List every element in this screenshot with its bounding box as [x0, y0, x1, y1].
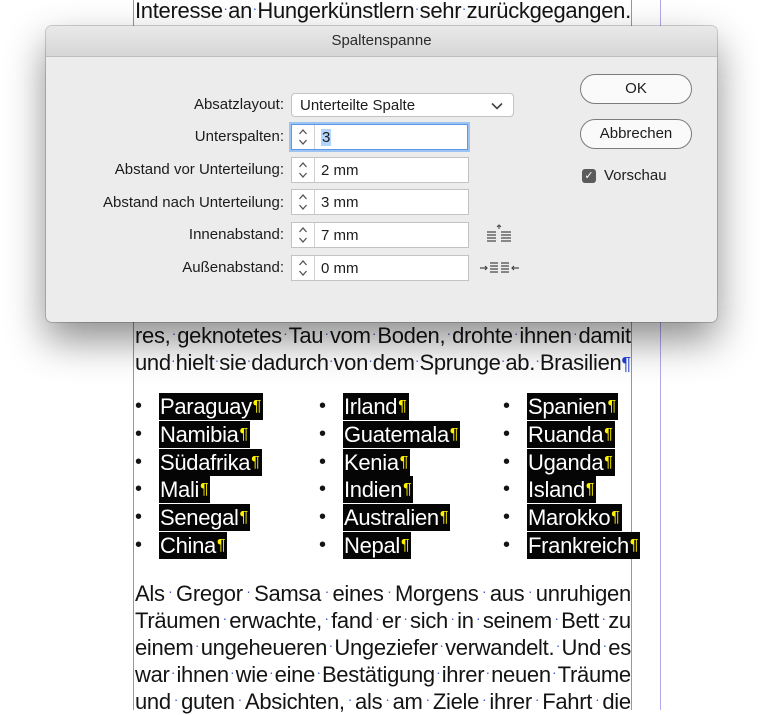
text-word: und [135, 689, 171, 714]
text-word: guten [181, 689, 235, 714]
aussenabstand-input[interactable]: 0 mm [321, 259, 359, 277]
text-word: Gregor [176, 581, 243, 606]
text-word: zu [608, 608, 631, 633]
text-word: sich [410, 608, 448, 633]
list-item[interactable] [319, 421, 460, 449]
text-word: Und [561, 635, 602, 660]
text-line [135, 322, 631, 349]
highlighted-item [527, 476, 596, 503]
preview-checkbox-row[interactable] [582, 167, 667, 184]
text-word: er [381, 608, 401, 633]
list-item-label: Paraguay [160, 394, 252, 420]
text-word: von [333, 350, 369, 375]
text-line [135, 349, 631, 376]
abstand-vor-label: Abstand vor Unterteilung: [114, 161, 284, 178]
text-word: an [228, 0, 253, 23]
highlighted-item [527, 504, 622, 531]
bullet-icon: • [135, 478, 143, 501]
text-word: Boden, [377, 323, 446, 348]
abstand-nach-input[interactable]: 3 mm [321, 193, 359, 211]
unterspalten-field[interactable] [291, 124, 468, 150]
bullet-icon: • [503, 506, 511, 529]
pilcrow-mark: ¶ [629, 536, 639, 554]
text-word: Samsa [254, 581, 322, 606]
space-dot: · [368, 352, 373, 368]
unterspalten-label: Unterspalten: [194, 128, 284, 145]
pilcrow-mark: ¶ [604, 426, 613, 444]
space-dot: · [425, 691, 430, 707]
stepper-arrows-icon[interactable] [292, 223, 315, 247]
text-word: Tau [288, 323, 324, 348]
space-dot: · [414, 0, 420, 16]
list-item-label: Frankreich [528, 532, 629, 558]
pilcrow-mark: ¶ [216, 536, 226, 554]
text-word: war [135, 662, 170, 687]
list-item-label: Irland [344, 394, 398, 420]
list-item[interactable] [319, 504, 460, 532]
text-word: res, [135, 323, 171, 348]
space-dot: · [500, 352, 506, 368]
highlighted-item [343, 421, 460, 448]
pilcrow-mark: ¶ [400, 536, 410, 554]
pilcrow-mark: ¶ [611, 509, 620, 527]
pilcrow-mark: ¶ [399, 453, 409, 471]
list-item-label: China [160, 532, 216, 558]
space-dot: · [485, 664, 490, 680]
space-dot: · [414, 352, 420, 368]
space-dot: · [223, 0, 228, 16]
spaltenspanne-dialog [46, 26, 717, 322]
space-dot: · [461, 0, 467, 16]
space-dot: · [324, 583, 329, 599]
text-word: und [135, 350, 171, 375]
space-dot: · [347, 691, 353, 707]
space-dot: · [446, 325, 451, 341]
list-item[interactable] [503, 393, 640, 421]
list-item[interactable] [135, 393, 263, 421]
stepper-arrows-icon[interactable] [292, 125, 315, 149]
text-word: neuen [491, 662, 551, 687]
bullet-icon: • [319, 450, 327, 473]
highlighted-item [159, 421, 250, 448]
space-dot: · [554, 610, 559, 626]
space-dot: · [527, 583, 533, 599]
unterspalten-label-box [46, 123, 284, 151]
list-column-2[interactable] [319, 393, 460, 559]
bullet-icon: • [319, 506, 327, 529]
text-word: zurückgegangen. [466, 0, 631, 23]
text-word: am [392, 689, 423, 714]
text-word: in [457, 608, 474, 633]
space-dot: · [246, 583, 251, 599]
list-item[interactable] [503, 421, 640, 449]
space-dot: · [439, 637, 444, 653]
list-item[interactable] [319, 448, 460, 476]
aussenabstand-label-box [46, 254, 284, 282]
text-word: Fahrt [542, 689, 593, 714]
space-dot: · [252, 0, 257, 16]
list-item[interactable] [135, 448, 263, 476]
pilcrow-mark: ¶ [200, 481, 209, 499]
pilcrow-mark: ¶ [251, 453, 260, 471]
space-dot: · [324, 325, 329, 341]
text-word: Bett [561, 608, 600, 633]
space-dot: · [513, 325, 519, 341]
text-line [135, 607, 631, 634]
text-word: eines [332, 581, 384, 606]
abstand-nach-label: Abstand nach Unterteilung: [103, 194, 284, 211]
list-item[interactable] [319, 531, 460, 559]
highlighted-item [527, 532, 640, 559]
highlighted-item [159, 532, 227, 559]
space-dot: · [171, 325, 177, 341]
list-item[interactable] [135, 504, 263, 532]
aussenabstand-field[interactable] [291, 255, 469, 281]
text-word: dem [372, 350, 415, 375]
bullet-icon: • [319, 533, 327, 556]
text-word: Interesse [135, 0, 223, 23]
bullet-icon: • [135, 450, 143, 473]
space-dot: · [328, 352, 334, 368]
highlighted-item [527, 449, 615, 476]
space-dot: · [482, 691, 487, 707]
list-item-label: Kenia [344, 449, 399, 475]
list-column-3[interactable] [503, 393, 640, 559]
list-item-label: Indien [344, 477, 403, 503]
space-dot: · [601, 610, 606, 626]
space-dot: · [171, 352, 176, 368]
pilcrow-mark: ¶ [239, 509, 248, 527]
space-dot: · [595, 691, 600, 707]
space-dot: · [555, 637, 561, 653]
highlighted-item [343, 393, 409, 420]
text-line [135, 0, 631, 24]
abstand-vor-field[interactable] [291, 157, 469, 183]
list-column-1[interactable] [135, 393, 263, 559]
text-word: Morgens [394, 581, 479, 606]
dialog-title: Spaltenspanne [46, 26, 717, 57]
list-item-label: Nepal [344, 532, 400, 558]
list-item-label: Namibia [160, 422, 239, 448]
list-item[interactable] [135, 421, 263, 449]
space-dot: · [316, 664, 321, 680]
text-word: seinem [482, 608, 552, 633]
space-dot: · [222, 610, 227, 626]
space-dot: · [385, 691, 390, 707]
text-word: einem [135, 635, 194, 660]
space-dot: · [450, 610, 455, 626]
outside-gutter-icon [478, 257, 522, 279]
bullet-icon: • [319, 395, 327, 418]
text-word: die [602, 689, 631, 714]
stepper-arrows-icon[interactable] [292, 190, 315, 214]
pilcrow-mark: ¶ [607, 398, 616, 416]
bullet-icon: • [503, 450, 511, 473]
inside-gutter-icon [484, 224, 514, 246]
space-dot: · [403, 610, 408, 626]
text-word: unruhigen [535, 581, 631, 606]
bullet-icon: • [503, 478, 511, 501]
text-word: aus [489, 581, 525, 606]
list-item[interactable] [319, 393, 460, 421]
space-dot: · [476, 610, 481, 626]
space-dot: · [214, 352, 220, 368]
highlighted-item [343, 449, 410, 476]
text-word: Hungerkünstlern [257, 0, 415, 23]
text-word: sie [219, 350, 247, 375]
text-word: ihnen [519, 323, 572, 348]
list-item-label: Australien [344, 505, 439, 531]
absatzlayout-value: Unterteilte Spalte [300, 96, 416, 114]
list-item-label: Spanien [528, 394, 607, 420]
text-word: Brasilien¶ [539, 350, 631, 375]
list-item[interactable] [503, 476, 640, 504]
space-dot: · [535, 352, 540, 368]
text-word: ihrer [441, 662, 485, 687]
text-word: erwachte, [229, 608, 322, 633]
text-frame-middle[interactable] [135, 322, 631, 376]
text-frame-top[interactable] [135, 0, 631, 24]
highlighted-item [343, 504, 450, 531]
absatzlayout-label: Absatzlayout: [193, 96, 284, 113]
list-item[interactable] [503, 531, 640, 559]
space-dot: · [436, 664, 441, 680]
text-frame-bottom[interactable] [135, 580, 631, 715]
list-item-label: Marokko [528, 505, 611, 531]
text-word: fand [331, 608, 373, 633]
text-word: sehr [419, 0, 462, 23]
abstand-nach-field[interactable] [291, 189, 469, 215]
innenabstand-input[interactable]: 7 mm [321, 226, 359, 244]
text-word: Sprunge [419, 350, 501, 375]
stepper-arrows-icon[interactable] [292, 256, 315, 280]
checkmark-icon[interactable]: ✓ [582, 169, 596, 183]
highlighted-item [159, 476, 210, 503]
text-word: Bestätigung [321, 662, 435, 687]
bullet-icon: • [135, 395, 143, 418]
abstand-nach-label-box [46, 189, 284, 217]
pilcrow-mark: ¶ [621, 354, 631, 374]
space-dot: · [572, 325, 578, 341]
text-word: Ziele [432, 689, 480, 714]
space-dot: · [602, 637, 607, 653]
text-line [135, 634, 631, 661]
list-item[interactable] [503, 504, 640, 532]
text-word: Ungeziefer [334, 635, 438, 660]
space-dot: · [194, 637, 200, 653]
space-dot: · [283, 325, 288, 341]
text-word: damit [578, 323, 631, 348]
text-word: Als [135, 581, 165, 606]
list-item[interactable] [319, 476, 460, 504]
ok-button[interactable]: OK [580, 74, 692, 104]
preview-label: Vorschau [604, 167, 667, 184]
bullet-icon: • [135, 533, 143, 556]
text-word: Absichten, [245, 689, 345, 714]
text-word: ab. [505, 350, 536, 375]
unterspalten-input[interactable]: 3 [322, 128, 331, 146]
absatzlayout-select[interactable] [291, 93, 514, 117]
pilcrow-mark: ¶ [252, 398, 262, 416]
highlighted-item [343, 532, 411, 559]
highlighted-item [159, 449, 262, 476]
bullet-icon: • [135, 506, 143, 529]
text-word: vom [329, 323, 371, 348]
text-word: hielt [175, 350, 215, 375]
pilcrow-mark: ¶ [439, 509, 449, 527]
pilcrow-mark: ¶ [403, 481, 412, 499]
space-dot: · [387, 583, 392, 599]
bullet-icon: • [319, 478, 327, 501]
text-line [135, 661, 631, 688]
list-item-label: Südafrika [160, 449, 251, 475]
stepper-arrows-icon[interactable] [292, 158, 315, 182]
text-line [135, 688, 631, 715]
space-dot: · [173, 691, 179, 707]
text-word: ihrer [489, 689, 532, 714]
absatzlayout-label-box [46, 91, 284, 119]
text-word: Träume [557, 662, 631, 687]
list-item[interactable] [135, 476, 263, 504]
space-dot: · [371, 325, 377, 341]
text-word: wie [235, 662, 268, 687]
text-word: drohte [452, 323, 513, 348]
space-dot: · [269, 664, 274, 680]
highlighted-item [159, 504, 250, 531]
bullet-icon: • [503, 423, 511, 446]
highlighted-item [527, 393, 618, 420]
abstand-vor-label-box [46, 156, 284, 184]
list-item-label: Senegal [160, 505, 239, 531]
list-item[interactable] [135, 531, 263, 559]
list-item-label: Ruanda [528, 422, 604, 448]
text-line [135, 580, 631, 607]
bullet-icon: • [503, 533, 511, 556]
list-item-label: Island [528, 477, 585, 503]
text-word: geknotetes [177, 323, 282, 348]
bullet-icon: • [135, 423, 143, 446]
innenabstand-label: Innenabstand: [188, 226, 284, 243]
space-dot: · [552, 664, 557, 680]
space-dot: · [324, 610, 329, 626]
aussenabstand-label: Außenabstand: [182, 259, 284, 276]
list-item-label: Uganda [528, 449, 604, 475]
list-item-label: Guatemala [344, 422, 449, 448]
text-word: verwandelt. [445, 635, 555, 660]
space-dot: · [168, 583, 173, 599]
text-word: als [355, 689, 383, 714]
pilcrow-mark: ¶ [449, 426, 459, 444]
chevron-down-icon [491, 97, 503, 114]
bullet-icon: • [319, 423, 327, 446]
innenabstand-label-box [46, 221, 284, 249]
space-dot: · [481, 583, 487, 599]
space-dot: · [230, 664, 235, 680]
pilcrow-mark: ¶ [585, 481, 595, 499]
text-word: eine [274, 662, 316, 687]
space-dot: · [170, 664, 176, 680]
highlighted-item [527, 421, 615, 448]
text-word: dadurch [251, 350, 329, 375]
list-item-label: Mali [160, 477, 200, 503]
pilcrow-mark: ¶ [604, 453, 613, 471]
text-word: es [608, 635, 631, 660]
space-dot: · [246, 352, 252, 368]
text-word: ihnen [176, 662, 229, 687]
highlighted-item [343, 476, 413, 503]
abstand-vor-input[interactable]: 2 mm [321, 161, 359, 179]
space-dot: · [237, 691, 243, 707]
space-dot: · [534, 691, 540, 707]
text-word: Träumen [135, 608, 221, 633]
pilcrow-mark: ¶ [239, 426, 248, 444]
pilcrow-mark: ¶ [398, 398, 407, 416]
bullet-icon: • [503, 395, 511, 418]
highlighted-item [159, 393, 263, 420]
cancel-button[interactable]: Abbrechen [580, 119, 692, 149]
space-dot: · [328, 637, 333, 653]
text-word: ungeheueren [200, 635, 328, 660]
space-dot: · [375, 610, 380, 626]
innenabstand-field[interactable] [291, 222, 469, 248]
list-item[interactable] [503, 448, 640, 476]
